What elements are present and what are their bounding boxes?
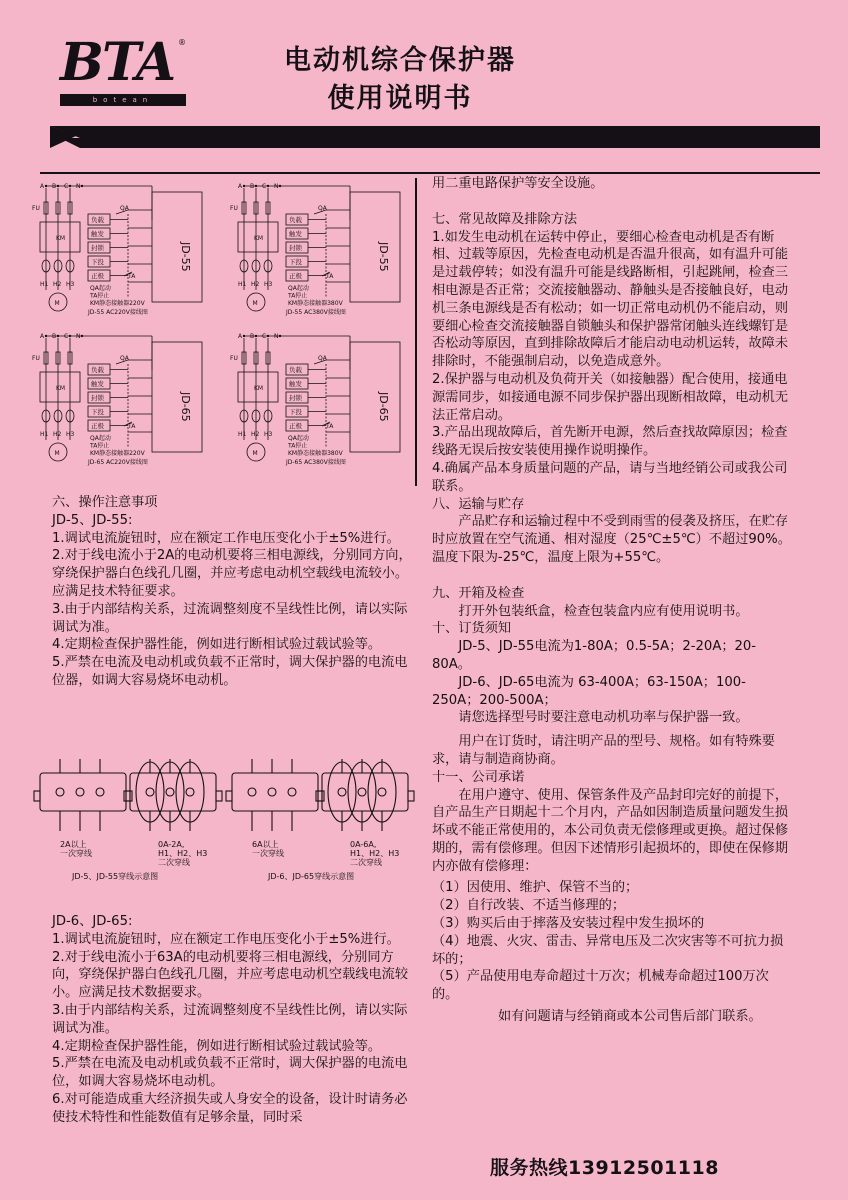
km-label: KM xyxy=(254,235,264,242)
wiring-diagram xyxy=(230,333,400,466)
s10-p4: 用户在订货时，请注明产品的型号、规格。如有特殊要求，请与制造商协商。 xyxy=(432,734,775,767)
phase-label: C xyxy=(64,183,69,190)
s7-item: 4.确属产品本身质量问题的产品，请与当地经销公司或我公司联系。 xyxy=(432,460,788,494)
s11-item: （5）产品使用电寿命超过十万次；机械寿命超过100万次的。 xyxy=(432,969,769,1003)
title-line-2: 使用说明书 xyxy=(327,83,473,114)
threading-label: 一次穿线 xyxy=(60,849,92,858)
phase-label: N xyxy=(274,183,279,190)
wire-hole xyxy=(146,788,154,796)
document-title xyxy=(250,42,550,118)
mount-tab xyxy=(126,791,132,801)
terminal-label: 触发 xyxy=(91,230,104,238)
terminal-label: 下投 xyxy=(289,408,302,416)
column-divider xyxy=(415,178,417,486)
phase-label: C xyxy=(262,183,267,190)
diagram-note: QA起动 xyxy=(90,435,111,442)
s11-item: （1）因使用、维护、保管不当的； xyxy=(432,880,639,896)
s7-item: 1.如发生电动机在运转中停止，要细心检查电动机是否有断相、过载等原因，先检查电动机是否温升很高，如有温升可能是过载停转；如没有温升可能是线路断相，引起跳闸，检查三相电源是否正常；交流接触器动、静触头是否接触良好，电动机三条电源线是否有松动；如一切正常电动机仍不能启动，则要细心检查交流接触器自锁触头和保护器常闭触头连线螺钉是否松动等原因，直到排除故障后才能启动电动机运转，故障未排除时，不能强制启动，以免造成意外。 xyxy=(432,229,789,370)
s10-p3: 请您选择型号时要注意电动机功率与保护器一致。 xyxy=(458,710,749,726)
diagram-note: QA起动 xyxy=(288,285,309,292)
fu-label: FU xyxy=(32,355,40,362)
phase-label: B xyxy=(250,333,255,340)
terminal-label: 下投 xyxy=(91,258,104,266)
s8-text: 产品贮存和运输过程中不受到雨雪的侵袭及挤压，在贮存时应放置在空气流通、相对湿度（25℃±5℃）不超过90%。温度下限为-25℃，温度上限为+55℃。 xyxy=(432,514,791,565)
h-label: H1 xyxy=(238,431,247,438)
service-hotline: 服务热线13912501118 xyxy=(490,1157,719,1179)
model-label: JD-55 xyxy=(179,242,192,272)
s6-item: 4.定期检查保护器性能，例如进行断相试验过载试验等。 xyxy=(52,1038,382,1054)
threading-label: 0A-2A, xyxy=(158,840,185,849)
s6-item: 4.定期检查保护器性能，例如进行断相试验过载试验等。 xyxy=(52,637,382,653)
jd-box xyxy=(350,342,400,452)
diagram-note: TA停止 xyxy=(288,292,308,300)
wiring-diagram xyxy=(32,183,202,316)
jd-box xyxy=(350,192,400,302)
jd-box xyxy=(152,192,202,302)
diagram-note: TA停止 xyxy=(90,442,110,450)
s7-item: 3.产品出现故障后，首先断开电源，然后查找故障原因；检查线路无误后按安装使用操作说明操作。 xyxy=(432,425,788,459)
jd-box xyxy=(152,342,202,452)
mount-tab xyxy=(318,791,324,801)
title-line-1: 电动机综合保护器 xyxy=(284,45,516,76)
diagram-note: KM静态接触器220V xyxy=(90,300,145,307)
fu-label: FU xyxy=(230,205,238,212)
phase-label: N xyxy=(76,333,81,340)
h-label: H2 xyxy=(251,431,260,438)
s11-p1: 在用户遵守、使用、保管条件及产品封印完好的前提下，自产品生产日期起十二个月内，产品如因制造质量问题发生损坏或不能正常使用的，本公司负责无偿修理或更换。超过保修期的，需有偿修理。但因下述情形引起损坏的，即使在保修期内亦做有偿修理： xyxy=(432,787,789,874)
fu-label: FU xyxy=(32,205,40,212)
section-8-title: 八、运输与贮存 xyxy=(432,496,525,512)
terminal-label: 触发 xyxy=(289,230,302,238)
terminal-label: 负载 xyxy=(91,216,104,224)
diagram-note: KM静态接触器220V xyxy=(90,450,145,457)
diagram-caption: JD-55 AC220V接线图 xyxy=(88,309,148,316)
continued-text: 用二重电路保护等安全设施。 xyxy=(432,176,604,191)
s6-item: 3.由于内部结构关系，过流调整刻度不呈线性比例，请以实际调试为准。 xyxy=(52,1002,408,1036)
phase-label: A xyxy=(238,183,243,190)
wire-hole xyxy=(166,788,174,796)
s10-p2: JD-6、JD-65电流为 63-400A；63-150A；100-250A；200-500A； xyxy=(432,674,746,708)
ta-label: TA xyxy=(326,273,334,280)
h-label: H2 xyxy=(53,431,62,438)
s6-item: 1.调试电流旋钮时，应在额定工作电压变化小于±5%进行。 xyxy=(52,931,400,947)
h-label: H1 xyxy=(40,431,49,438)
threading-label: 0A-6A, xyxy=(350,840,377,849)
section-7-title: 七、常见故障及排除方法 xyxy=(432,211,578,227)
diagram-caption: JD-65 AC380V接线图 xyxy=(286,459,346,466)
km-label: KM xyxy=(254,385,264,392)
km-label: KM xyxy=(56,385,66,392)
h-label: H1 xyxy=(238,281,247,288)
logo-text: BTA xyxy=(60,32,175,93)
wiring-diagram xyxy=(230,183,400,316)
wire-hole xyxy=(76,788,84,796)
diagram-note: KM静态接触器380V xyxy=(288,450,343,457)
ta-label: TA xyxy=(128,273,136,280)
qa-label: QA xyxy=(120,205,129,212)
mount-tab xyxy=(408,791,414,801)
qa-label: QA xyxy=(120,355,129,362)
threading-label: 一次穿线 xyxy=(252,849,284,858)
phase-label: N xyxy=(76,183,81,190)
wire-hole xyxy=(268,788,276,796)
threading-label: 二次穿线 xyxy=(158,858,190,867)
s9-text: 打开外包装纸盒，检查包装盒内应有使用说明书。 xyxy=(458,603,749,619)
s11-item: （4）地震、火灾、雷击、异常电压及二次灾害等不可抗力损坏的； xyxy=(432,933,784,967)
right-column xyxy=(432,175,792,1026)
terminal-label: 下投 xyxy=(289,258,302,266)
terminal-label: 正极 xyxy=(289,422,302,430)
threading-caption: JD-5、JD-55穿线示意图 xyxy=(72,872,159,881)
mount-tab xyxy=(216,791,222,801)
s6-item: 2.对于线电流小于2A的电动机要将三相电源线，分别同方向，穿绕保护器白色线孔几圈，并应考虑电动机空载线电流较小。应满足技术特征要求。 xyxy=(52,548,412,599)
threading-label: 6A以上 xyxy=(252,840,279,849)
h-label: H2 xyxy=(251,281,260,288)
phase-label: C xyxy=(64,333,69,340)
wire-hole xyxy=(288,788,296,796)
h-label: H3 xyxy=(264,431,273,438)
bta-logo xyxy=(60,32,190,108)
terminal-label: 封锁 xyxy=(91,394,104,402)
wire-hole xyxy=(378,788,386,796)
wire-hole xyxy=(56,788,64,796)
s6-item: 3.由于内部结构关系，过流调整刻度不呈线性比例，请以实际调试为准。 xyxy=(52,601,408,635)
motor-label: M xyxy=(252,300,258,307)
diagram-note: QA起动 xyxy=(288,435,309,442)
diagram-caption: JD-55 AC380V接线图 xyxy=(286,309,346,316)
threading-unit xyxy=(124,759,222,867)
terminal-label: 正极 xyxy=(289,272,302,280)
s6-item: 1.调试电流旋钮时，应在额定工作电压变化小于±5%进行。 xyxy=(52,530,400,546)
threading-label: H1、H2、H3 xyxy=(350,849,400,858)
diagram-note: QA起动 xyxy=(90,285,111,292)
phase-label: A xyxy=(238,333,243,340)
terminal-label: 封锁 xyxy=(289,394,302,402)
wiring-diagrams xyxy=(32,180,412,472)
mount-tab xyxy=(34,791,40,801)
section-6-title: 六、操作注意事项 xyxy=(52,495,158,510)
section-9-title: 九、开箱及检查 xyxy=(432,585,525,601)
s6-item: 2.对于线电流小于63A的电动机要将三相电源线，分别同方向，穿绕保护器白色线孔几圈，并应考虑电动机空载线电流较小。应满足技术数据要求。 xyxy=(52,949,409,1001)
threading-label: H1、H2、H3 xyxy=(158,849,208,858)
threading-unit xyxy=(226,759,324,858)
phase-label: N xyxy=(274,333,279,340)
s10-p1: JD-5、JD-55电流为1-80A；0.5-5A；2-20A；20-80A。 xyxy=(432,639,757,672)
wire-hole xyxy=(186,788,194,796)
ta-label: TA xyxy=(128,423,136,430)
threading-label: 二次穿线 xyxy=(350,858,382,867)
fu-label: FU xyxy=(230,355,238,362)
phase-label: A xyxy=(40,333,45,340)
diagram-caption: JD-65 AC220V接线图 xyxy=(88,459,148,466)
section-11-title: 十一、公司承诺 xyxy=(432,769,525,785)
threading-caption: JD-6、JD-65穿线示意图 xyxy=(268,872,355,881)
terminal-label: 触发 xyxy=(289,380,302,388)
terminal-label: 正极 xyxy=(91,422,104,430)
wire-hole xyxy=(358,788,366,796)
registered-mark: ® xyxy=(178,38,186,47)
terminal-label: 负载 xyxy=(289,216,302,224)
wire-hole xyxy=(338,788,346,796)
s6-item: 6.对可能造成重大经济损失或人身安全的设备，设计时请务必使技术特性和性能数值有足够余量，同时采 xyxy=(52,1091,408,1125)
phase-label: B xyxy=(52,183,57,190)
model-label: JD-65 xyxy=(377,392,390,422)
terminal-label: 正极 xyxy=(91,272,104,280)
logo-subtitle-bar: botean xyxy=(60,94,186,106)
motor-label: M xyxy=(54,450,60,457)
km-label: KM xyxy=(56,235,66,242)
device-body xyxy=(40,773,126,811)
section-6-sub-1: JD-5、JD-55: xyxy=(52,512,133,528)
phase-label: B xyxy=(250,183,255,190)
motor-label: M xyxy=(54,300,60,307)
ta-label: TA xyxy=(326,423,334,430)
phase-label: B xyxy=(52,333,57,340)
section-10-title: 十、订货须知 xyxy=(432,621,512,637)
terminal-label: 封锁 xyxy=(289,244,302,252)
section-6-sub-2: JD-6、JD-65: xyxy=(52,914,133,929)
terminal-label: 下投 xyxy=(91,408,104,416)
wire-hole xyxy=(248,788,256,796)
h-label: H3 xyxy=(264,281,273,288)
motor-label: M xyxy=(252,450,258,457)
qa-label: QA xyxy=(318,355,327,362)
threading-unit xyxy=(316,759,414,867)
diagram-note: TA停止 xyxy=(288,442,308,450)
h-label: H2 xyxy=(53,281,62,288)
device-body xyxy=(232,773,318,811)
h-label: H3 xyxy=(66,281,75,288)
model-label: JD-65 xyxy=(179,392,192,422)
header-thick-rule xyxy=(50,126,820,148)
threading-diagrams xyxy=(32,755,422,885)
terminal-label: 负载 xyxy=(91,366,104,374)
section-6-part-2 xyxy=(52,913,412,1127)
terminal-label: 触发 xyxy=(91,380,104,388)
s11-end: 如有问题请与经销商或本公司售后部门联系。 xyxy=(498,1009,762,1025)
phase-label: A xyxy=(40,183,45,190)
diagram-note: TA停止 xyxy=(90,292,110,300)
terminal-label: 负载 xyxy=(289,366,302,374)
wire-hole xyxy=(96,788,104,796)
wiring-diagram xyxy=(32,333,202,466)
diagram-note: KM静态接触器380V xyxy=(288,300,343,307)
s11-item: （3）购买后由于摔落及安装过程中发生损坏的 xyxy=(432,916,705,932)
phase-label: C xyxy=(262,333,267,340)
s6-item: 5.严禁在电流及电动机或负载不正常时，调大保护器的电流电位器，如调大容易烧坏电动机。 xyxy=(52,655,408,688)
h-label: H3 xyxy=(66,431,75,438)
threading-label: 2A以上 xyxy=(60,840,87,849)
mount-tab xyxy=(316,791,322,801)
model-label: JD-55 xyxy=(377,242,390,272)
s7-item: 2.保护器与电动机及负荷开关（如接触器）配合使用，接通电源需同步，如接通电源不同步保护器出现断相故障，电动机无法正常启动。 xyxy=(432,371,789,423)
mount-tab xyxy=(226,791,232,801)
threading-unit xyxy=(34,759,132,858)
terminal-label: 封锁 xyxy=(91,244,104,252)
mount-tab xyxy=(124,791,130,801)
header-thin-rule xyxy=(40,172,820,174)
qa-label: QA xyxy=(318,205,327,212)
s6-item: 5.严禁在电流及电动机或负载不正常时，调大保护器的电流电位，如调大容易烧坏电动机。 xyxy=(52,1056,408,1090)
s11-item: （2）自行改装、不适当修理的； xyxy=(432,898,626,914)
section-6-part-1 xyxy=(52,494,412,690)
h-label: H1 xyxy=(40,281,49,288)
